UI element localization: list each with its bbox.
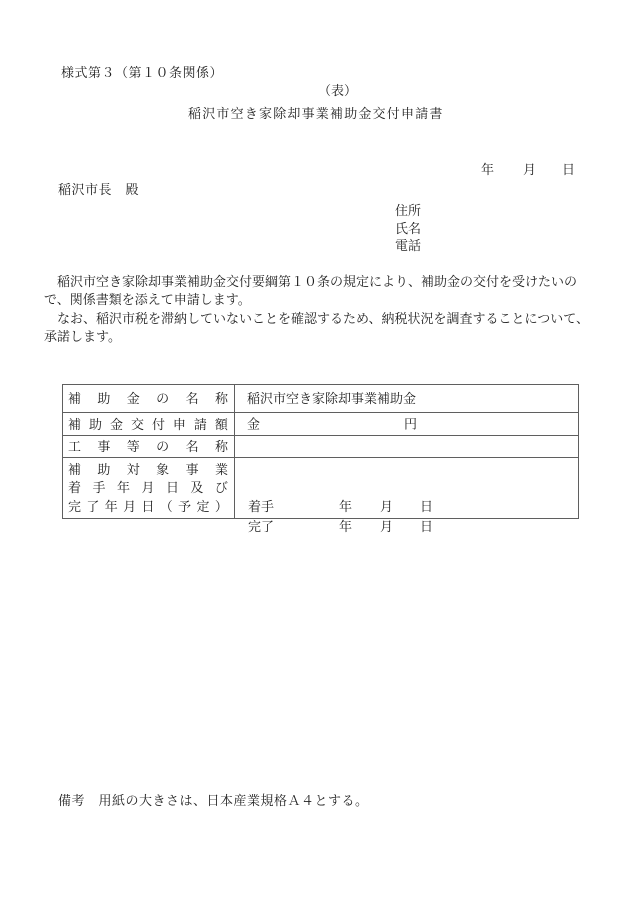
- subsidy-name-label: 補 助 金 の 名 称: [68, 391, 228, 406]
- amount-suffix-label: 円: [404, 416, 418, 432]
- body-line: で、関係書類を添えて申請します。: [44, 292, 251, 308]
- completion-month-label: 月: [380, 519, 394, 535]
- date-month-label: 月: [523, 162, 537, 177]
- document-title: 稲沢市空き家除却事業補助金交付申請書: [188, 106, 444, 121]
- form-number-label: 様式第３（第１０条関係）: [61, 65, 224, 80]
- work-name-label: 工 事 等 の 名 称: [68, 439, 228, 454]
- completion-label: 完了: [248, 519, 275, 535]
- side-indicator-label: （表）: [318, 83, 358, 98]
- body-line: 稲沢市空き家除却事業補助金交付要綱第１０条の規定により、補助金の交付を受けたいの: [44, 274, 578, 289]
- start-label: 着手: [248, 499, 275, 515]
- application-body-paragraph: [44, 273, 589, 347]
- completion-year-label: 年: [339, 519, 353, 535]
- applicant-info-block: [395, 202, 421, 255]
- addressee-line: 稲沢市長 殿: [58, 182, 140, 197]
- start-date-line: [235, 497, 578, 517]
- remarks-note: 備考 用紙の大きさは、日本産業規格Ａ４とする。: [58, 793, 369, 808]
- date-line: [0, 163, 630, 179]
- date-year-label: 年: [481, 162, 495, 177]
- subsidy-name-value: 稲沢市空き家除却事業補助金: [247, 391, 417, 406]
- body-line: 承諾します。: [44, 329, 121, 345]
- applicant-phone-label: 電話: [395, 238, 422, 254]
- completion-day-label: 日: [420, 519, 434, 535]
- amount-prefix-label: 金: [247, 416, 261, 432]
- table-row-application-amount: [63, 413, 579, 436]
- applicant-address-label: 住所: [395, 203, 422, 218]
- table-row-subsidy-name: [63, 385, 579, 413]
- table-row-work-name: [63, 436, 579, 458]
- start-day-label: 日: [420, 499, 434, 515]
- project-dates-label: 補 助 対 象 事 業 着 手 年 月 日 及 び 完 了 年 月 日 （ 予 定 ）: [68, 462, 228, 514]
- start-year-label: 年: [339, 499, 353, 515]
- start-month-label: 月: [380, 499, 394, 515]
- applicant-name-label: 氏名: [395, 220, 422, 236]
- application-amount-label: 補 助 金 交 付 申 請 額: [68, 416, 228, 432]
- body-line: なお、稲沢市税を滞納していないことを確認するため、納税状況を調査することについて、: [44, 310, 589, 326]
- table-row-project-dates: [63, 458, 579, 519]
- application-details-table: [62, 384, 579, 535]
- completion-date-line: [235, 517, 578, 537]
- date-day-label: 日: [562, 162, 576, 177]
